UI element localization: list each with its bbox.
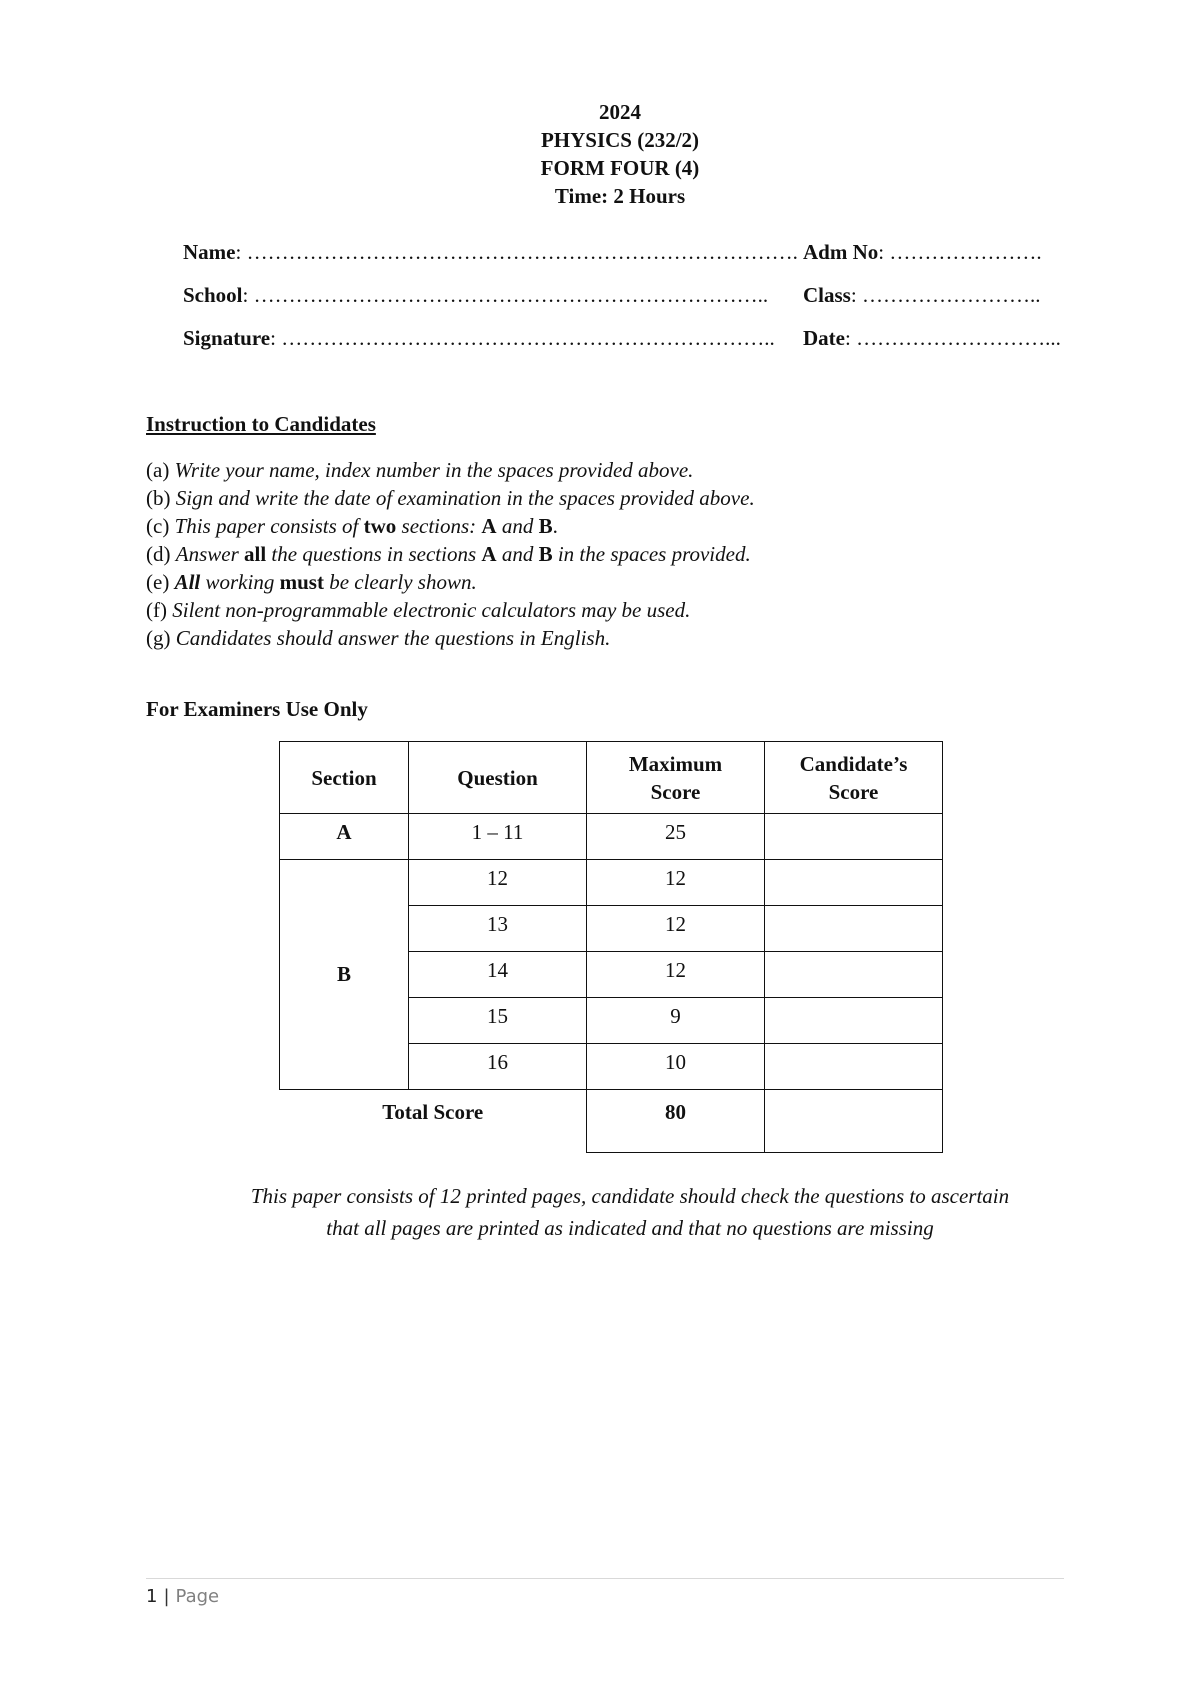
question-cell: 14 [409, 952, 587, 998]
paper-header [0, 98, 1200, 210]
candidate-score-cell[interactable] [765, 860, 943, 906]
instruction-text: Answer [175, 542, 244, 566]
school-label: School [183, 283, 243, 307]
instructions-title: Instruction to Candidates [146, 412, 376, 436]
exam-year: 2024 [599, 100, 641, 124]
signature-label: Signature [183, 326, 271, 350]
question-cell: 13 [409, 906, 587, 952]
instructions-list [146, 456, 755, 652]
table-header-row [280, 742, 943, 814]
instruction-emphasis: A [481, 514, 497, 538]
instruction-marker: (b) [146, 486, 171, 510]
max-score-cell: 12 [587, 860, 765, 906]
max-score-cell: 12 [587, 952, 765, 998]
question-cell: 1 – 11 [409, 814, 587, 860]
header-text: Candidate’s [799, 751, 908, 776]
footer-divider [146, 1578, 1064, 1579]
instruction-a [146, 456, 755, 484]
instruction-emphasis: two [363, 514, 397, 538]
exam-form: FORM FOUR (4) [540, 156, 700, 180]
question-cell: 12 [409, 860, 587, 906]
candidate-score-cell[interactable] [765, 1044, 943, 1090]
instruction-marker: (d) [146, 542, 171, 566]
instruction-c [146, 512, 755, 540]
candidate-score-cell[interactable] [765, 906, 943, 952]
score-table [279, 741, 943, 1153]
date-label: Date [803, 326, 845, 350]
instruction-text: This paper consists of [174, 514, 364, 538]
page-footer [146, 1586, 219, 1607]
header-max-score [587, 742, 765, 814]
instruction-e [146, 568, 755, 596]
page-count-note [130, 1180, 1130, 1244]
max-score-cell: 10 [587, 1044, 765, 1090]
instruction-text: Silent non-programmable electronic calculators may be used. [172, 598, 691, 622]
max-score-cell: 9 [587, 998, 765, 1044]
total-row [280, 1090, 943, 1153]
name-field[interactable]: : ……………………………………………………………………. [235, 240, 798, 264]
header-text: Score [650, 779, 701, 804]
exam-subject: PHYSICS (232/2) [540, 128, 700, 152]
table-row [280, 814, 943, 860]
total-max-score: 80 [587, 1090, 765, 1153]
instruction-marker: (e) [146, 570, 170, 594]
instruction-emphasis: B [538, 514, 553, 538]
instruction-emphasis: B [538, 542, 553, 566]
school-field[interactable]: : ……………………………………………………………….. [242, 283, 769, 307]
instruction-marker: (g) [146, 626, 171, 650]
instruction-text: be clearly shown. [323, 570, 477, 594]
exam-time: Time: 2 Hours [554, 184, 686, 208]
instruction-text: Candidates should answer the questions in English. [175, 626, 611, 650]
candidate-score-cell[interactable] [765, 952, 943, 998]
instruction-f [146, 596, 755, 624]
name-label: Name [183, 240, 236, 264]
instruction-text: the questions in sections [266, 542, 482, 566]
instruction-text: sections: [396, 514, 482, 538]
date-field[interactable]: : ………………………... [844, 326, 1061, 350]
instruction-text: and [496, 542, 539, 566]
instruction-text: Sign and write the date of examination in the spaces provided above. [175, 486, 755, 510]
candidate-score-cell[interactable] [765, 814, 943, 860]
examiners-title: For Examiners Use Only [146, 697, 368, 721]
footer-separator: | [163, 1586, 170, 1607]
class-field[interactable]: : …………………….. [850, 283, 1041, 307]
signature-date-line [183, 326, 1063, 354]
question-cell: 16 [409, 1044, 587, 1090]
adm-field[interactable]: : …………………. [878, 240, 1042, 264]
header-text: Maximum [628, 751, 723, 776]
instruction-emphasis: must [279, 570, 324, 594]
header-candidate-score [765, 742, 943, 814]
instruction-marker: (f) [146, 598, 167, 622]
instruction-text: . [552, 514, 558, 538]
school-class-line [183, 283, 1063, 311]
adm-label: Adm No [803, 240, 879, 264]
max-score-cell: 25 [587, 814, 765, 860]
instruction-emphasis: all [244, 542, 267, 566]
page-number: 1 [146, 1586, 158, 1607]
note-line-1: This paper consists of 12 printed pages, candidate should check the questions to ascertain [250, 1184, 1010, 1208]
instruction-d [146, 540, 755, 568]
total-candidate-score[interactable] [765, 1090, 943, 1153]
header-question: Question [409, 742, 587, 814]
instruction-g [146, 624, 755, 652]
instruction-text: in the spaces provided. [552, 542, 751, 566]
candidate-score-cell[interactable] [765, 998, 943, 1044]
instruction-emphasis: All [174, 570, 201, 594]
signature-field[interactable]: : …………………………………………………………….. [270, 326, 775, 350]
table-row [280, 860, 943, 906]
header-section: Section [280, 742, 409, 814]
class-label: Class [803, 283, 851, 307]
instruction-text: Write your name, index number in the spaces provided above. [174, 458, 694, 482]
section-cell: B [280, 860, 409, 1090]
instruction-emphasis: A [481, 542, 497, 566]
instruction-b [146, 484, 755, 512]
instruction-text: and [496, 514, 539, 538]
header-text: Score [828, 779, 879, 804]
note-line-2: that all pages are printed as indicated and that no questions are missing [326, 1216, 934, 1240]
name-adm-line [183, 240, 1063, 268]
page-label: Page [175, 1586, 220, 1607]
question-cell: 15 [409, 998, 587, 1044]
max-score-cell: 12 [587, 906, 765, 952]
total-score-label: Total Score [280, 1090, 587, 1153]
section-cell: A [280, 814, 409, 860]
instruction-marker: (a) [146, 458, 170, 482]
instruction-marker: (c) [146, 514, 170, 538]
instruction-text: working [200, 570, 280, 594]
